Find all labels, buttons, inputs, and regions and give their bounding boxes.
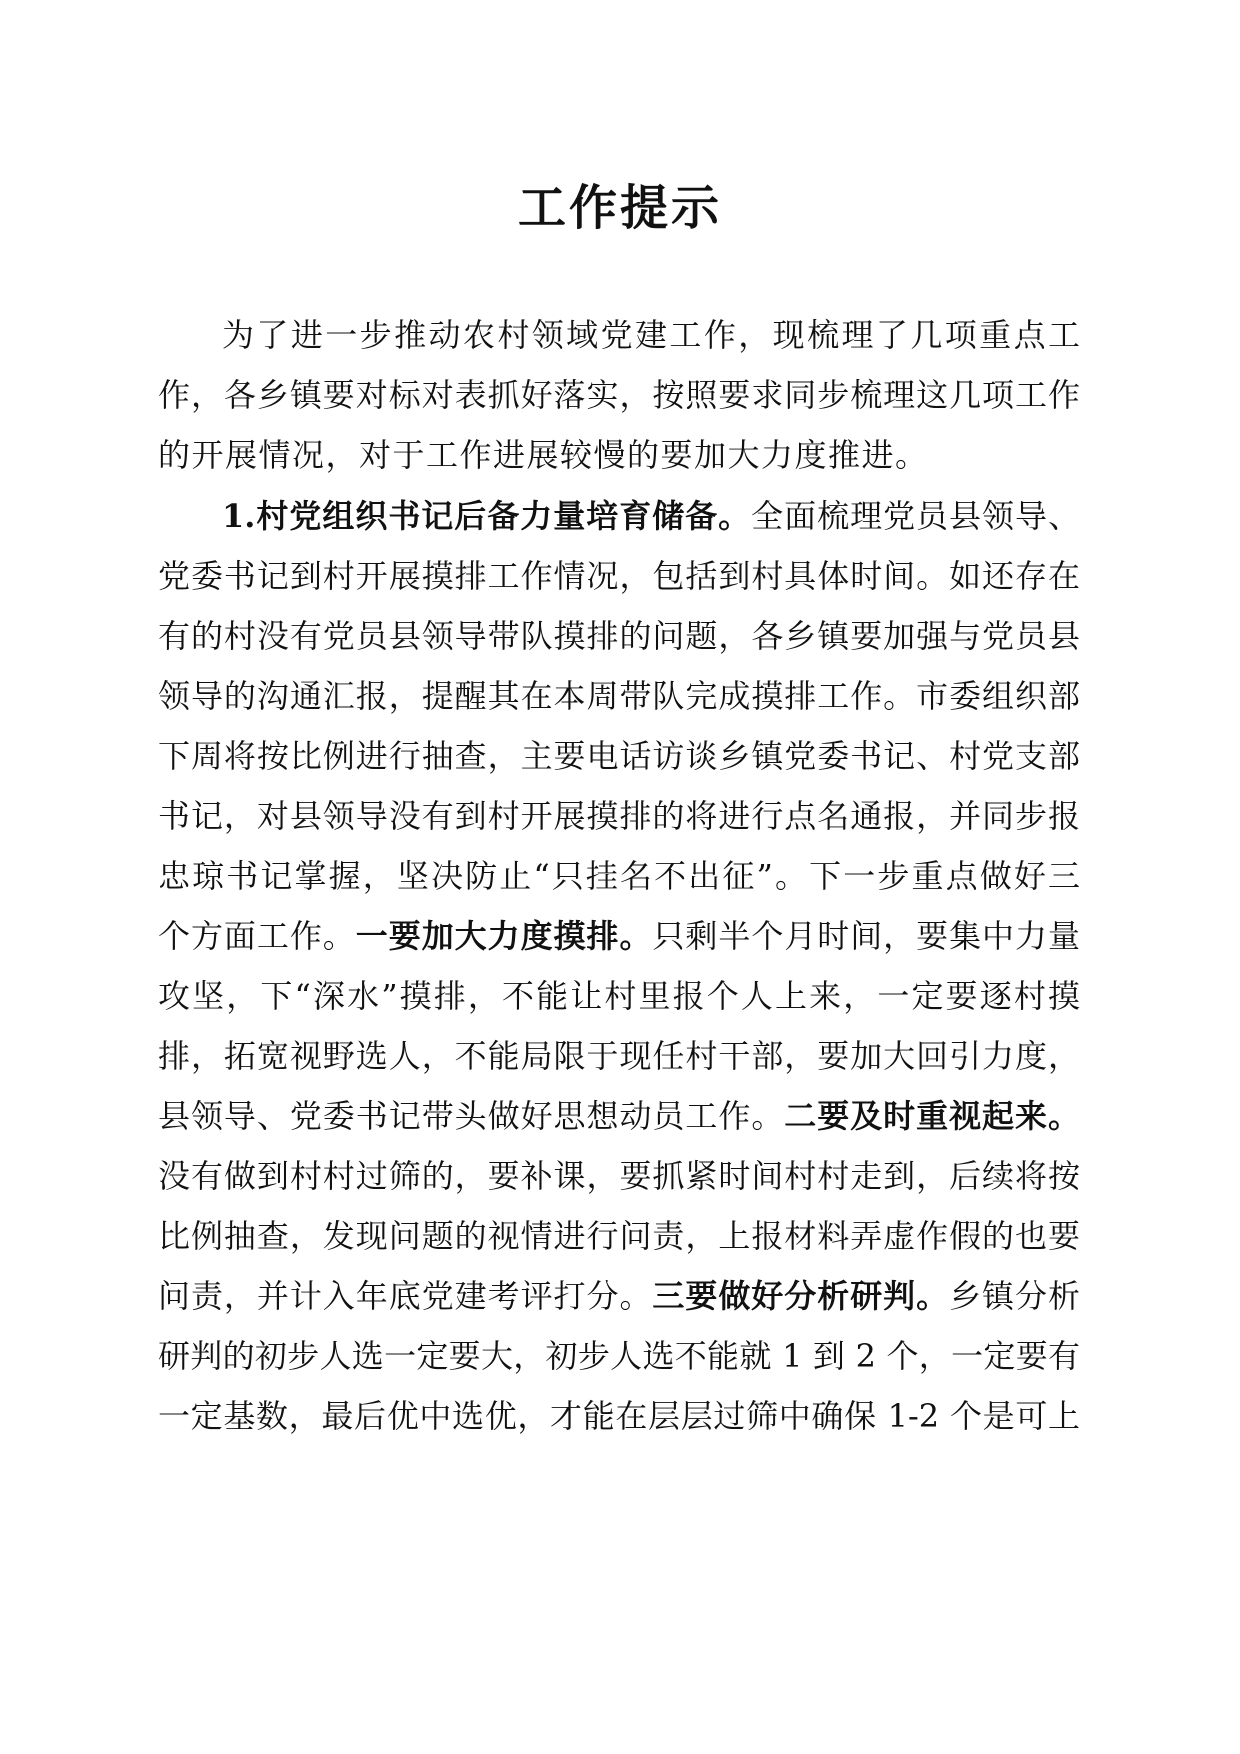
paragraph-line: [158, 1331, 1080, 1381]
line-text: 为了进一步推动农村领域党建工作，现梳理了几项重点工: [222, 316, 1080, 354]
paragraph-line: [158, 671, 1080, 721]
line-text: 只剩半个月时间，要集中力量: [652, 917, 1080, 955]
paragraph-line: [158, 731, 1080, 781]
line-text: 忠琼书记掌握，坚决防止“只挂名不出征”。下一步重点做好三: [158, 857, 1080, 895]
paragraph-line: [222, 310, 1080, 360]
paragraph-line: [158, 1391, 1080, 1441]
line-text: 攻坚，下“深水”摸排，不能让村里报个人上来，一定要逐村摸: [158, 977, 1080, 1015]
line-text: 没有做到村村过筛的，要补课，要抓紧时间村村走到，后续将按: [158, 1157, 1080, 1195]
paragraph-line: [158, 1031, 1080, 1081]
bold-phrase: 二要及时重视起来。: [784, 1097, 1080, 1135]
paragraph-line: [158, 1151, 1080, 1201]
paragraph-line: [158, 911, 1080, 961]
paragraph-line: [158, 611, 1080, 661]
document-title: 工作提示: [517, 180, 722, 236]
paragraph-line: [158, 971, 1080, 1021]
paragraph-line: [158, 551, 1080, 601]
bold-phrase: 三要做好分析研判。: [652, 1277, 950, 1315]
paragraph-line: [158, 430, 1080, 480]
line-text: 书记，对县领导没有到村开展摸排的将进行点名通报，并同步报: [158, 797, 1080, 835]
line-text: 全面梳理党员县领导、: [751, 497, 1080, 535]
line-text: 个方面工作。: [158, 917, 356, 955]
paragraph-line: [158, 1271, 1080, 1321]
line-text: 乡镇分析: [949, 1277, 1080, 1315]
line-text: 作，各乡镇要对标对表抓好落实，按照要求同步梳理这几项工作: [158, 376, 1080, 414]
line-text: 县领导、党委书记带头做好思想动员工作。: [158, 1097, 785, 1135]
paragraph-line: [158, 1091, 1080, 1141]
line-text: 问责，并计入年底党建考评打分。: [158, 1277, 653, 1315]
line-text: 排，拓宽视野选人，不能局限于现任村干部，要加大回引力度，: [158, 1037, 1080, 1075]
paragraph-line: [158, 370, 1080, 420]
line-text: 比例抽查，发现问题的视情进行问责，上报材料弄虚作假的也要: [158, 1217, 1080, 1255]
paragraph-line: [158, 851, 1080, 901]
paragraph-line: [158, 1211, 1080, 1261]
line-text: 领导的沟通汇报，提醒其在本周带队完成摸排工作。市委组织部: [158, 677, 1080, 715]
line-text: 研判的初步人选一定要大，初步人选不能就 1 到 2 个，一定要有: [158, 1337, 1080, 1375]
line-text: 下周将按比例进行抽查，主要电话访谈乡镇党委书记、村党支部: [158, 737, 1080, 775]
paragraph-line: [158, 791, 1080, 841]
section-heading: 1.村党组织书记后备力量培育储备。: [222, 497, 752, 535]
bold-phrase: 一要加大力度摸排。: [355, 917, 653, 955]
paragraph-line: [222, 491, 1080, 541]
line-text: 有的村没有党员县领导带队摸排的问题，各乡镇要加强与党员县: [158, 617, 1080, 655]
line-text: 一定基数，最后优中选优，才能在层层过筛中确保 1-2 个是可上: [158, 1397, 1080, 1435]
line-text: 党委书记到村开展摸排工作情况，包括到村具体时间。如还存在: [158, 557, 1080, 595]
line-text: 的开展情况，对于工作进展较慢的要加大力度推进。: [158, 436, 929, 474]
